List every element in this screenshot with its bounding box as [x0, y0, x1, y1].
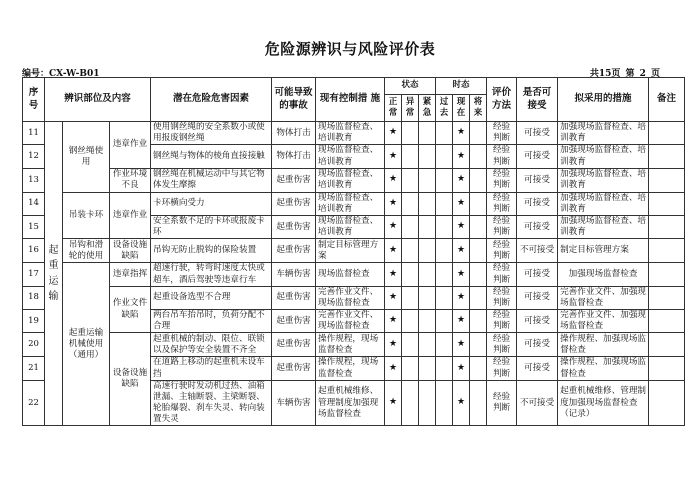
- eval-cell: 经验判断: [487, 216, 517, 239]
- subgroup-equip-defect: 设备设施缺陷: [110, 333, 151, 426]
- header-control: 现有控制措 施: [316, 78, 385, 122]
- header-emergency: 紧急: [419, 95, 436, 122]
- control-cell: 现场监督检查、培训教育: [316, 122, 385, 145]
- category-cell: 起重运输: [45, 122, 63, 426]
- control-cell: 现场监督检查、培训教育: [316, 216, 385, 239]
- subgroup-violation: 违章作业: [110, 192, 151, 239]
- subgroup-doc-defect: 作业文件缺陷: [110, 286, 151, 333]
- accident-cell: 起重伤害: [272, 357, 316, 380]
- header-remark: 备注: [649, 78, 685, 122]
- subgroup-command-defect: 违章指挥: [110, 263, 151, 286]
- eval-cell: 经验判断: [487, 357, 517, 380]
- hazard-cell: 在道路上移动的起重机未设车挡: [151, 357, 272, 380]
- hazard-cell: 超速行驶，转弯时速度太快或超车，酒后驾驶等违章行车: [151, 263, 272, 286]
- measure-cell: 起重机械维修、管理制度加强现场监督检查（记录）: [558, 380, 649, 426]
- header-normal: 正常: [385, 95, 402, 122]
- control-cell: 操作规程，现场监督检查: [316, 357, 385, 380]
- header-acceptable: 是否可接受: [517, 78, 558, 122]
- header-status: 状态: [385, 78, 436, 95]
- star-mark: ★: [453, 192, 470, 215]
- measure-cell: 操作规程、加强现场监督检查: [558, 357, 649, 380]
- eval-cell: 经验判断: [487, 168, 517, 192]
- measure-cell: 加强现场监督检查、培训教育: [558, 122, 649, 145]
- star-mark: ★: [453, 357, 470, 380]
- eval-cell: 经验判断: [487, 333, 517, 357]
- hazard-cell: 使用钢丝绳的安全系数小或使用报废钢丝绳: [151, 122, 272, 145]
- row-seq: 17: [23, 263, 45, 286]
- measure-cell: 加强现场监督检查: [558, 263, 649, 286]
- header-past: 过去: [436, 95, 453, 122]
- acceptable-cell: 可接受: [517, 310, 558, 333]
- group-crane-use: 起重运输机械使用（通用）: [63, 263, 110, 426]
- control-cell: 完善作业文件、现场监督检查: [316, 310, 385, 333]
- acceptable-cell: 可接受: [517, 168, 558, 192]
- table-row: [23, 122, 685, 145]
- star-mark: ★: [453, 145, 470, 168]
- accident-cell: 起重伤害: [272, 333, 316, 357]
- eval-cell: 经验判断: [487, 380, 517, 426]
- eval-cell: 经验判断: [487, 192, 517, 215]
- measure-cell: 制定目标管理方案: [558, 239, 649, 263]
- control-cell: 完善作业文件、现场监督检查: [316, 286, 385, 309]
- star-mark: ★: [453, 239, 470, 263]
- eval-cell: 经验判断: [487, 263, 517, 286]
- measure-cell: 操作规程、加强现场监督检查: [558, 333, 649, 357]
- star-mark: ★: [385, 357, 402, 380]
- star-mark: ★: [453, 380, 470, 426]
- eval-cell: 经验判断: [487, 239, 517, 263]
- hazard-cell: 安全系数不足的卡环或报废卡环: [151, 216, 272, 239]
- acceptable-cell: 可接受: [517, 216, 558, 239]
- acceptable-cell: 可接受: [517, 122, 558, 145]
- accident-cell: 车辆伤害: [272, 263, 316, 286]
- star-mark: ★: [385, 168, 402, 192]
- header-part: 辨识部位及内容: [45, 78, 151, 122]
- eval-cell: 经验判断: [487, 310, 517, 333]
- star-mark: ★: [385, 239, 402, 263]
- accident-cell: 起重伤害: [272, 216, 316, 239]
- header-tense: 时态: [436, 78, 487, 95]
- hazard-cell: 两台吊车抬吊时，负荷分配不合理: [151, 310, 272, 333]
- hazard-cell: 钢丝绳在机械运动中与其它物体发生摩擦: [151, 168, 272, 192]
- hazard-cell: 起重机械的制动、限位、联锁以及保护等安全装置不齐全: [151, 333, 272, 357]
- row-seq: 12: [23, 145, 45, 168]
- star-mark: ★: [453, 122, 470, 145]
- hazard-cell: 高速行驶时发动机过热、油箱泄漏、主轴断裂、主梁断裂、轮胎爆裂、刹车失灵、转向装置失灵: [151, 380, 272, 426]
- star-mark: ★: [453, 263, 470, 286]
- accident-cell: 物体打击: [272, 122, 316, 145]
- measure-cell: 完善作业文件、加强现场监督检查: [558, 286, 649, 309]
- measure-cell: 加强现场监督检查、培训教育: [558, 145, 649, 168]
- eval-cell: 经验判断: [487, 145, 517, 168]
- page-info: 共15页 第 2 页: [589, 69, 660, 79]
- accident-cell: 起重伤害: [272, 286, 316, 309]
- control-cell: 现场监督检查、培训教育: [316, 168, 385, 192]
- document-title: 危险源辨识与风险评价表: [264, 40, 436, 58]
- table-row: [23, 333, 685, 357]
- accident-cell: 车辆伤害: [272, 380, 316, 426]
- subgroup-equip-defect: 设备设施缺陷: [110, 239, 151, 263]
- hazard-cell: 卡环横向受力: [151, 192, 272, 215]
- document-number: 编号：CX-W-B01: [22, 69, 100, 79]
- measure-cell: 完善作业文件、加强现场监督检查: [558, 310, 649, 333]
- table-row: [23, 286, 685, 309]
- star-mark: ★: [385, 333, 402, 357]
- acceptable-cell: 可接受: [517, 357, 558, 380]
- group-lifting-card: 吊装卡环: [63, 192, 110, 239]
- row-seq: 15: [23, 216, 45, 239]
- table-row: [23, 263, 685, 286]
- row-seq: 18: [23, 286, 45, 309]
- header-hazard: 潜在危险危害因素: [151, 78, 272, 122]
- row-seq: 16: [23, 239, 45, 263]
- subgroup-env-bad: 作业环境不良: [110, 168, 151, 192]
- star-mark: ★: [385, 216, 402, 239]
- star-mark: ★: [453, 333, 470, 357]
- star-mark: ★: [453, 216, 470, 239]
- control-cell: 操作规程，现场监督检查: [316, 333, 385, 357]
- accident-cell: 起重伤害: [272, 310, 316, 333]
- acceptable-cell: 可接受: [517, 192, 558, 215]
- header-measures: 拟采用的措施: [558, 78, 649, 122]
- subgroup-violation: 违章作业: [110, 122, 151, 169]
- measure-cell: 加强现场监督检查、培训教育: [558, 192, 649, 215]
- control-cell: 现场监督检查、培训教育: [316, 192, 385, 215]
- row-seq: 11: [23, 122, 45, 145]
- row-seq: 13: [23, 168, 45, 192]
- star-mark: ★: [385, 310, 402, 333]
- header-eval: 评价方法: [487, 78, 517, 122]
- acceptable-cell: 可接受: [517, 286, 558, 309]
- star-mark: ★: [385, 145, 402, 168]
- star-mark: ★: [385, 122, 402, 145]
- accident-cell: 起重伤害: [272, 168, 316, 192]
- acceptable-cell: 不可接受: [517, 239, 558, 263]
- header-abnormal: 异常: [402, 95, 419, 122]
- hazard-cell: 起重设备选型不合理: [151, 286, 272, 309]
- measure-cell: 加强现场监督检查、培训教育: [558, 216, 649, 239]
- table-row: [23, 168, 685, 192]
- row-seq: 14: [23, 192, 45, 215]
- star-mark: ★: [385, 263, 402, 286]
- star-mark: ★: [453, 310, 470, 333]
- control-cell: 现场监督检查、培训教育: [316, 145, 385, 168]
- table-row: [23, 192, 685, 215]
- header-future: 将来: [470, 95, 487, 122]
- control-cell: 现场监督检查: [316, 263, 385, 286]
- star-mark: ★: [385, 380, 402, 426]
- risk-evaluation-table: [22, 77, 685, 426]
- star-mark: ★: [385, 286, 402, 309]
- control-cell: 起重机械维修、管理制度加强现场监督检查: [316, 380, 385, 426]
- eval-cell: 经验判断: [487, 122, 517, 145]
- control-cell: 制定目标管理方案: [316, 239, 385, 263]
- row-seq: 20: [23, 333, 45, 357]
- row-seq: 21: [23, 357, 45, 380]
- group-wire-rope: 钢丝绳使用: [63, 122, 110, 193]
- accident-cell: 物体打击: [272, 145, 316, 168]
- header-present: 现在: [453, 95, 470, 122]
- hazard-cell: 吊钩无防止脱钩的保险装置: [151, 239, 272, 263]
- measure-cell: 加强现场监督检查、培训教育: [558, 168, 649, 192]
- row-seq: 19: [23, 310, 45, 333]
- header-accident: 可能导致的事故: [272, 78, 316, 122]
- accident-cell: 起重伤害: [272, 192, 316, 215]
- star-mark: ★: [453, 168, 470, 192]
- group-hook-pulley: 吊钩和滑轮的使用: [63, 239, 110, 263]
- acceptable-cell: 不可接受: [517, 380, 558, 426]
- accident-cell: 起重伤害: [272, 239, 316, 263]
- acceptable-cell: 可接受: [517, 333, 558, 357]
- acceptable-cell: 可接受: [517, 145, 558, 168]
- table-row: [23, 239, 685, 263]
- eval-cell: 经验判断: [487, 286, 517, 309]
- star-mark: ★: [453, 286, 470, 309]
- row-seq: 22: [23, 380, 45, 426]
- header-seq: 序号: [23, 78, 45, 122]
- acceptable-cell: 可接受: [517, 263, 558, 286]
- star-mark: ★: [385, 192, 402, 215]
- hazard-cell: 钢丝绳与物体的棱角直接接触: [151, 145, 272, 168]
